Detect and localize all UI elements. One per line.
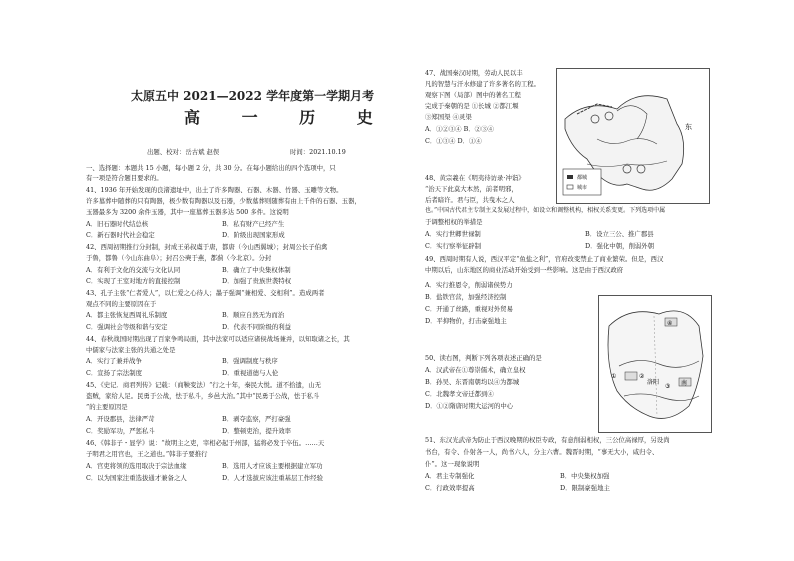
marker-1: ① [611,373,617,380]
authors: 出题、校对：岳古斌 赵俣 [147,148,220,156]
option: A．汉武帝在①尊崇儒术，确立皇权 [425,366,526,374]
legend-city: 城市 [577,185,588,191]
option: C．新石器时代社会稳定 [86,231,155,239]
question-text: 46、《韩非子・显学》说：“故明主之吏，宰相必起于州部，猛将必发于卒伍。……天 [86,439,325,447]
option: D．阶级出现国家形成 [222,231,285,239]
option: B．私有财产已经产生 [222,220,285,228]
option: C．北魏孝文帝迁都到④ [425,390,494,398]
question-text: 观点不同的主要原因在于 [86,300,157,308]
question-text: 子明君之用官也，王之道也。”韩非子要推行 [86,450,208,458]
marker-3: ③ [665,383,671,390]
map-drawing [599,296,711,432]
sea-label: 东 [685,123,692,131]
option: D．限制豪强地主 [560,484,610,492]
option: B．盐铁官营，加强经济控制 [425,293,507,301]
question-text: 中儒家与法家主张的共通之处是 [86,346,176,354]
option: B．中央集权加强 [560,472,610,480]
luoyang-label: 洛阳 [647,379,660,386]
option: A．①②③④ B．②③④ [425,125,494,133]
option: C．实现了王室对地方的直接控制 [86,277,181,285]
option: C．宣扬了宗法制度 [86,369,143,377]
option: B．剥夺监察，严打豪强 [222,415,291,423]
question-text: ③郑国渠 ④灵渠 [425,113,472,121]
map-qin-han-projects [556,68,710,204]
option: A．实行推恩令，削弱诸侯势力 [425,281,513,289]
option: A．官吏将领的选用取决于宗法血缘 [86,462,187,470]
question-text: 完成于秦朝的是 ①长城 ②都江堰 [425,102,519,110]
question-text: 于调整相权的举措是 [425,218,483,226]
question-text: 47、战国秦汉时期，劳动人民以丰 [425,69,523,77]
subject-title: 高 一 历 史 [184,108,391,127]
question-text: 44、春秋战国时期出现了百家争鸣局面，其中法家可以适应诸侯战场兼并，以知取诸之长，其 [86,335,350,343]
option: A．都主张恢复西周礼乐制度 [86,311,168,319]
option: B．孙吴、东晋南朝均以④为都城 [425,378,520,386]
option: C．强调社会等级和谐与安定 [86,323,168,331]
question-text: “治天下此莫大本然，前者明邪， [425,185,518,193]
question-text: 观察下图（局部）图中的著名工程 [425,91,521,99]
option: D．①②隋唐时期大运河的中心 [425,402,514,410]
question-text: 也。”中国古代君主专制主义发展过程中，如设立和调整机构，相权关系变更。下列选项中属 [425,207,666,214]
option: D．人才选拔应该注重基层工作经验 [222,474,323,482]
question-text: 41、1936 年开始发现的良渚遗址中，出土了许多陶器、石器、木器、竹器、玉雕等文物。 [86,186,343,194]
section-heading-cont: 有一项是符合题目要求的。 [86,174,163,182]
option: B．确立了中央集权体制 [222,266,291,274]
option: B．选用人才应该主要根据建立军功 [222,462,323,470]
option: A．实行世卿世禄制 [425,230,481,238]
option: D．平抑物价，打击豪强地主 [425,317,507,325]
question-text: 48、黄宗羲在《明夷待访录·冲诣》 [425,174,525,182]
option: D．强化中朝，削弱外朝 [585,242,655,250]
option: A．实行了兼并战争 [86,357,142,365]
question-text: 49、西周时期有人说，西汉平定“鱼盐之利”，官府改变禁止了商业繁荣。但是，西汉 [425,255,664,263]
option: C．①③④ D．①④ [425,137,482,145]
exam-date: 时间：2021.10.19 [290,148,346,156]
question-text: ”的主要原因是 [86,403,128,411]
question-text: 盗贼，家给人足。民勇于公战，怯于私斗，乡邑大治。”其中“民勇于公战，怯于私斗 [86,392,320,400]
option: D．整顿吏治，提升效率 [222,427,292,435]
question-text: 42、西周初期推行分封制，封成王弟叔虞于唐，都唐（今山西翼城）；封周公长子伯禽 [86,243,328,251]
option: B．强调制度与秩序 [222,357,278,365]
option: B．顺应自然无为而治 [222,311,285,319]
question-text: 仆”。这一现象说明 [425,460,480,468]
exam-title: 太原五中 2021—2022 学年度第一学期月考 [131,89,375,103]
section-heading: 一、选择题：本题共 15 小题，每小题 2 分，共 30 分。在每小题给出的四个选项中，只 [86,164,336,172]
map-drawing [557,69,709,203]
legend-capital: 都城 [577,175,588,181]
option: B．设立三公、推广郡县 [585,230,654,238]
option: C．开通了丝路，重视对外贸易 [425,305,513,313]
option: D．加强了贵族世袭特权 [222,277,292,285]
option: A．有利于文化的交流与文化认同 [86,266,181,274]
option: D．重视道德与人伦 [222,369,279,377]
question-text: 50、读右图，判断下列各项表述正确的是 [425,354,542,362]
marker-2: ② [639,373,645,380]
question-text: 45、《史记．商君列传》记载：（商鞅变法）“行之十年，秦民大悦。道不拾遗，山无 [86,381,322,389]
question-text: 玉器最多为 3200 余件玉器，其中一座墓葬玉器多达 500 多件。这说明 [86,208,289,216]
question-text: 51、东汉光武帝为防止于西汉晚期的权臣专政，有意削弱相权，三公位高禄厚，另设尚 [425,436,670,444]
question-text: 书台，有令、仆射各一人，尚书六人，分主六曹。魏晋时期，“事无大小，咸归令、 [425,448,659,456]
option: C．奖励军功，严惩私斗 [86,427,155,435]
option: C．实行察举征辟制 [425,242,482,250]
option: A．君主专制强化 [425,472,475,480]
question-text: 许多墓葬中随葬的只有陶器，极少数有陶器以及石器，少数墓葬则随葬有由上千件的石器、玉器， [86,197,361,205]
option: A．旧石器时代结总核 [86,220,149,228]
map-ancient-capitals [598,295,712,433]
question-text: 凡的智慧与汗水修建了许多著名的工程。 [425,80,541,88]
option: C．行政效率提高 [425,484,475,492]
question-text: 后者暗许。君与臣，共曳木之人 [425,196,515,204]
nan-label: 南 [681,380,688,387]
question-text: 中期以后，山东地区的商业活动开始受到一些影响。这是由于西汉政府 [425,266,624,274]
question-text: 于鲁，都鲁（今山东曲阜）；封召公奭于燕，都蓟（今北京）。分封 [86,254,272,262]
option: C．以为国家注重选拔通才兼备之人 [86,474,187,482]
marker-4: ④ [667,320,673,327]
option: A．开设郡县，法律严苛 [86,415,155,423]
option: D．代表不同阶级的利益 [222,323,292,331]
question-text: 43、孔子主张“仁者爱人”，以仁爱之心待人；墨子强调“兼相爱、交相利”。造成两者 [86,289,325,297]
